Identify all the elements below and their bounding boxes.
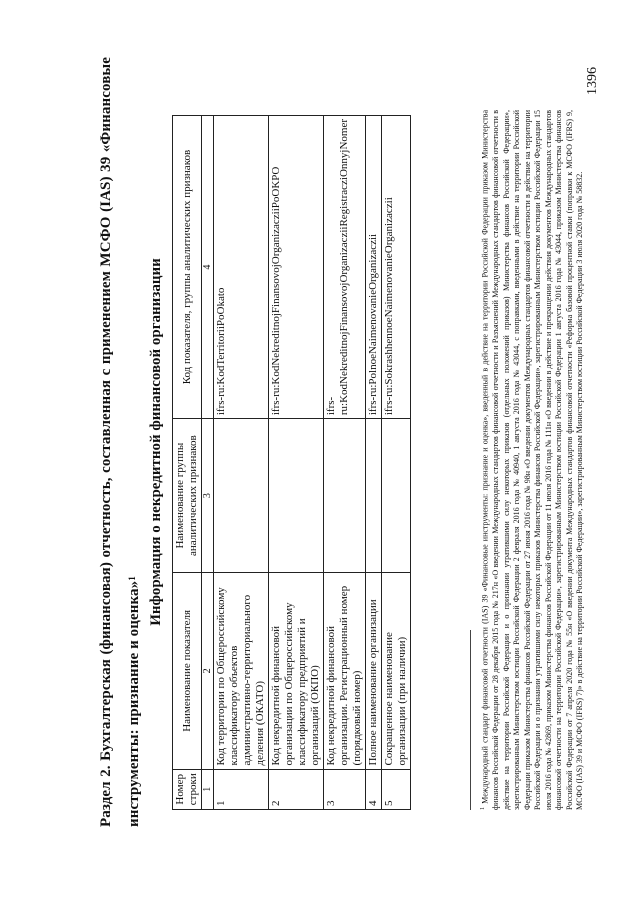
indicator-name: Код некредитной финансовой организации по Общероссийскому классификатору предприятий и организаций (ОКПО)	[269, 573, 324, 769]
table-row	[269, 116, 324, 810]
indicator-code: ifrs-ru:KodTerritoriiPoOkato	[214, 116, 269, 419]
group-name	[214, 419, 269, 573]
footnote-reference: 1	[127, 576, 137, 581]
group-name	[366, 419, 382, 573]
column-number: 3	[202, 419, 214, 573]
table-title: Информация о некредитной финансовой организации	[148, 258, 164, 626]
indicator-name: Код территории по Общероссийскому классификатору объектов административно-территориального деления (ОКАТО)	[214, 573, 269, 769]
header-indicator-code: Код показателя, группы аналитических признаков	[173, 116, 202, 419]
table-row	[324, 116, 366, 810]
page-number: 1396	[585, 67, 600, 95]
table-row	[382, 116, 411, 810]
section-heading	[92, 57, 148, 827]
table-row	[366, 116, 382, 810]
row-number: 1	[214, 769, 269, 809]
indicator-code: ifrs-ru:KodNekreditnojFinansovojOrganizacziiPoOKPO	[269, 116, 324, 419]
indicators-table	[172, 115, 411, 810]
row-number: 2	[269, 769, 324, 809]
row-number: 3	[324, 769, 366, 809]
footnote-divider	[470, 630, 471, 810]
group-name	[269, 419, 324, 573]
table-header-row	[173, 116, 202, 810]
group-name	[324, 419, 366, 573]
row-number: 5	[382, 769, 411, 809]
footnote	[478, 110, 586, 810]
column-number: 1	[202, 769, 214, 809]
indicator-name: Сокращенное наименование организации (при наличии)	[382, 573, 411, 769]
section-heading-text: Раздел 2. Бухгалтерская (финансовая) отчетность, составленная с применением МСФО (IAS) 39 «Финансовые инструменты: признание и оценка»	[98, 57, 142, 827]
indicator-code: ifrs-ru:PolnoeNaimenovanieOrganizaczii	[366, 116, 382, 419]
indicator-code: ifrs-ru:KodNekreditnojFinansovojOrganizacziiRegistracziOnnyjNomer	[324, 116, 366, 419]
header-indicator-name: Наименование показателя	[173, 573, 202, 769]
row-number: 4	[366, 769, 382, 809]
indicator-name: Полное наименование организации	[366, 573, 382, 769]
indicator-code: ifrs-ru:SokrashhennoeNaimenovanieOrganizaczii	[382, 116, 411, 419]
table-row	[214, 116, 269, 810]
indicator-name: Код некредитной финансовой организации. Регистрационный номер (порядковый номер)	[324, 573, 366, 769]
footnote-text: Международный стандарт финансовой отчетности (IAS) 39 «Финансовые инструменты: признание и оценка», введенный в действие на территории Российской Федерации приказом Министерства финансов Российской Федерации от 28 декабря 2015 года № 217н «О введении Международных стандартов финансовой отчетности и Разъяснений Международных стандартов финансовой отчетности в действие на территории Российской Федерации и о признании утратившими силу некоторых приказов (отдельных положений приказов) Министерства финансов Российской Федерации», зарегистрированным Министерством юстиции Российской Федерации 2 февраля 2016 года № 40940, 1 августа 2016 года № 43044, с поправками, введенными в действие на территории Российской Федерации приказом Министерства финансов Российской Федерации от 27 июня 2016 года № 98н «О введении документов Международных стандартов финансовой отчетности в действие на территории Российской Федерации и о признании утратившими силу некоторых приказов Министерства финансов Российской Федерации», зарегистрированным Министерством юстиции Российской Федерации 15 июля 2016 года № 42869, приказом Министерства финансов Российской Федерации от 11 июля 2016 года № 111н «О введении в действие и прекращении действия документов Международных стандартов финансовой отчетности на территории Российской Федерации», зарегистрированным Министерством юстиции Российской Федерации 1 августа 2016 года № 43044, приказом Министерства финансов Российской Федерации от 7 апреля 2020 года № 55н «О введении документа Международных стандартов финансовой отчетности «Реформа базовой процентной ставки (поправки к МСФО (IFRS) 9, МСФО (IAS) 39 и МСФО (IFRS) 7)» в действие на территории Российской Федерации», зарегистрированным Министерством юстиции Российской Федерации 3 июля 2020 года № 58832.	[480, 110, 585, 810]
footnote-mark: 1	[480, 807, 486, 810]
column-number: 2	[202, 573, 214, 769]
header-row-number: Номер строки	[173, 769, 202, 809]
header-group-name: Наименование группы аналитических признаков	[173, 419, 202, 573]
group-name	[382, 419, 411, 573]
column-number: 4	[202, 116, 214, 419]
column-numbers-row	[202, 116, 214, 810]
